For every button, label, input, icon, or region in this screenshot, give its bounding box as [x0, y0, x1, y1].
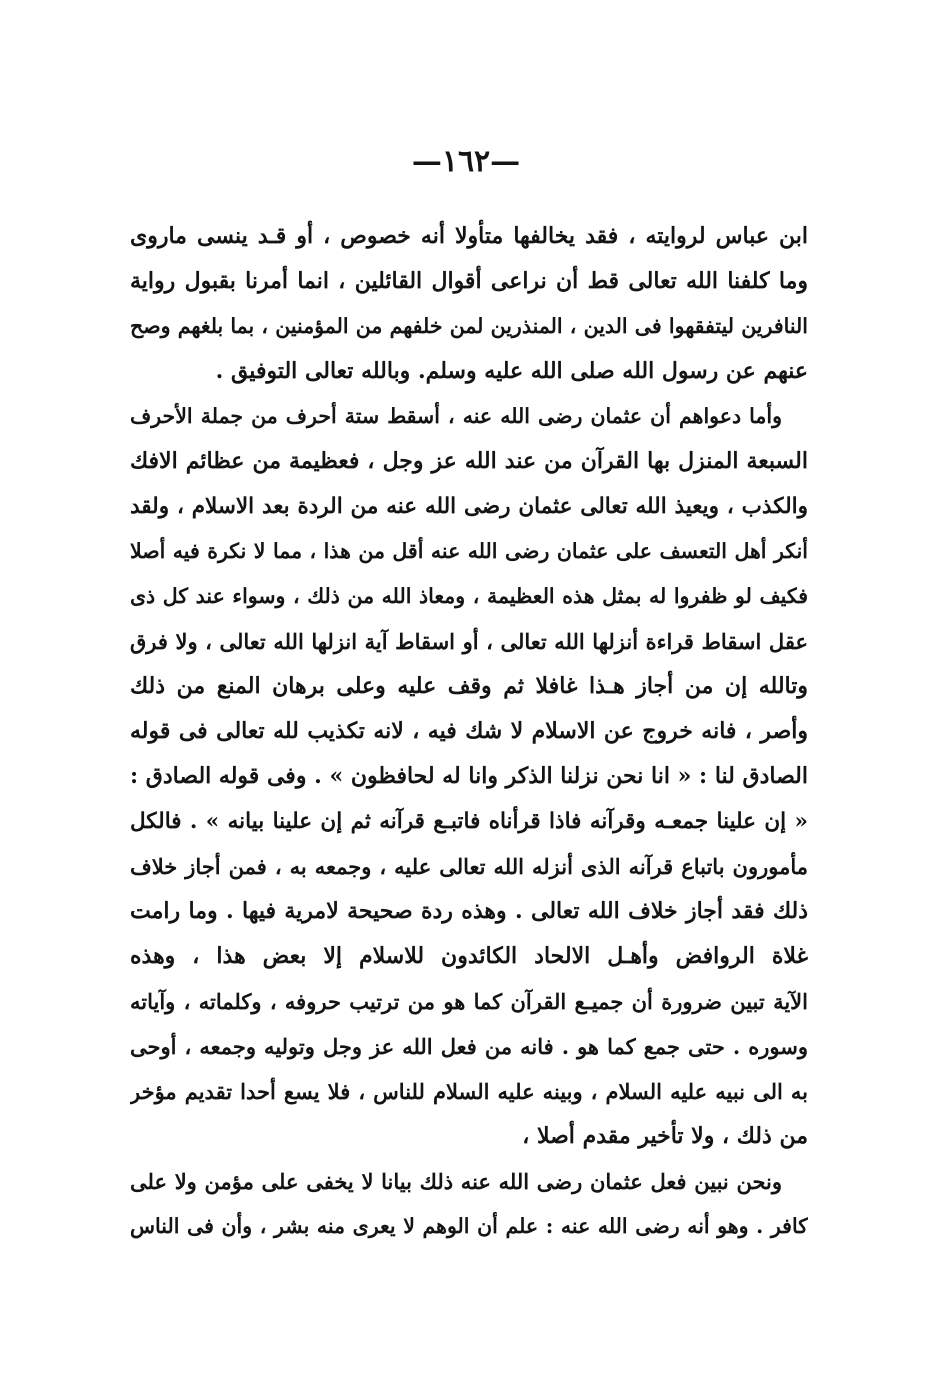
- text-line: النافرين ليتفقهوا فى الدين ، المنذرين لمن خلفهم من المؤمنين ، بما بلغهم وصح: [130, 314, 808, 338]
- paragraph-start-line: وأما دعواهم أن عثمان رضى الله عنه ، أسقط ستة أحرف من جملة الأحرف: [130, 404, 782, 428]
- text-line: الصادق لنا : « انا نحن نزلنا الذكر وانا له لحافظون » . وفى قوله الصادق :: [130, 763, 808, 789]
- text-line: فكيف لو ظفروا له بمثل هذه العظيمة ، ومعاذ الله من ذلك ، وسواء عند كل ذى: [130, 584, 808, 608]
- text-line: أنكر أهل التعسف على عثمان رضى الله عنه أقل من هذا ، مما لا نكرة فيه أصلا: [130, 539, 808, 563]
- text-line: وأصر ، فانه خروج عن الاسلام لا شك فيه ، لانه تكذيب لله تعالى فى قوله: [130, 718, 808, 744]
- text-line: عقل اسقاط قراءة أنزلها الله تعالى ، أو اسقاط آية انزلها الله تعالى ، ولا فرق: [130, 629, 808, 654]
- text-line: وتالله إن من أجاز هـذا غافلا ثم وقف عليه وعلى برهان المنع من ذلك: [130, 673, 808, 699]
- text-line: غلاة الروافض وأهـل الالحاد الكائدون للاسلام إلا بعض هذا ، وهذه: [130, 943, 808, 969]
- text-line: الآية تبين ضرورة أن جميـع القرآن كما هو من ترتيب حروفه ، وكلماته ، وآياته: [130, 989, 808, 1014]
- text-line: « إن علينا جمعـه وقرآنه فاذا قرأناه فاتبـع قرآنه ثم إن علينا بيانه » . فالكل: [130, 809, 808, 834]
- text-line: ابن عباس لروايته ، فقد يخالفها متأولا أنه خصوص ، أو قـد ينسى ماروى: [130, 223, 808, 249]
- text-line: السبعة المنزل بها القرآن من عند الله عز وجل ، فعظيمة من عظائم الافك: [130, 448, 808, 474]
- body-text: [130, 214, 808, 1249]
- text-line: مأمورون باتباع قرآنه الذى أنزله الله تعالى عليه ، وجمعه به ، فمن أجاز خلاف: [130, 854, 808, 879]
- text-line: والكذب ، ويعيذ الله تعالى عثمان رضى الله عنه من الردة بعد الاسلام ، ولقد: [130, 494, 808, 519]
- text-line: ذلك فقد أجاز خلاف الله تعالى . وهذه ردة صحيحة لامرية فيها . وما رامت: [130, 898, 808, 924]
- text-line: وسوره . حتى جمع كما هو . فانه من فعل الله عز وجل وتوليه وجمعه ، أوحى: [130, 1034, 808, 1059]
- paragraph-start-line: ونحن نبين فعل عثمان رضى الله عنه ذلك بيانا لا يخفى على مؤمن ولا على: [130, 1169, 782, 1194]
- text-line: من ذلك ، ولا تأخير مقدم أصلا ،: [522, 1123, 808, 1149]
- page-number: —١٦٢—: [411, 144, 521, 179]
- text-line: وما كلفنا الله تعالى قط أن نراعى أقوال القائلين ، انما أمرنا بقبول رواية: [130, 268, 808, 294]
- text-line: عنهم عن رسول الله صلى الله عليه وسلم. وبالله تعالى التوفيق .: [215, 358, 808, 384]
- text-line: به الى نبيه عليه السلام ، وبينه عليه السلام للناس ، فلا يسع أحدا تقديم مؤخر: [130, 1079, 808, 1104]
- text-line: كافر . وهو أنه رضى الله عنه : علم أن الوهم لا يعرى منه بشر ، وأن فى الناس: [130, 1214, 808, 1238]
